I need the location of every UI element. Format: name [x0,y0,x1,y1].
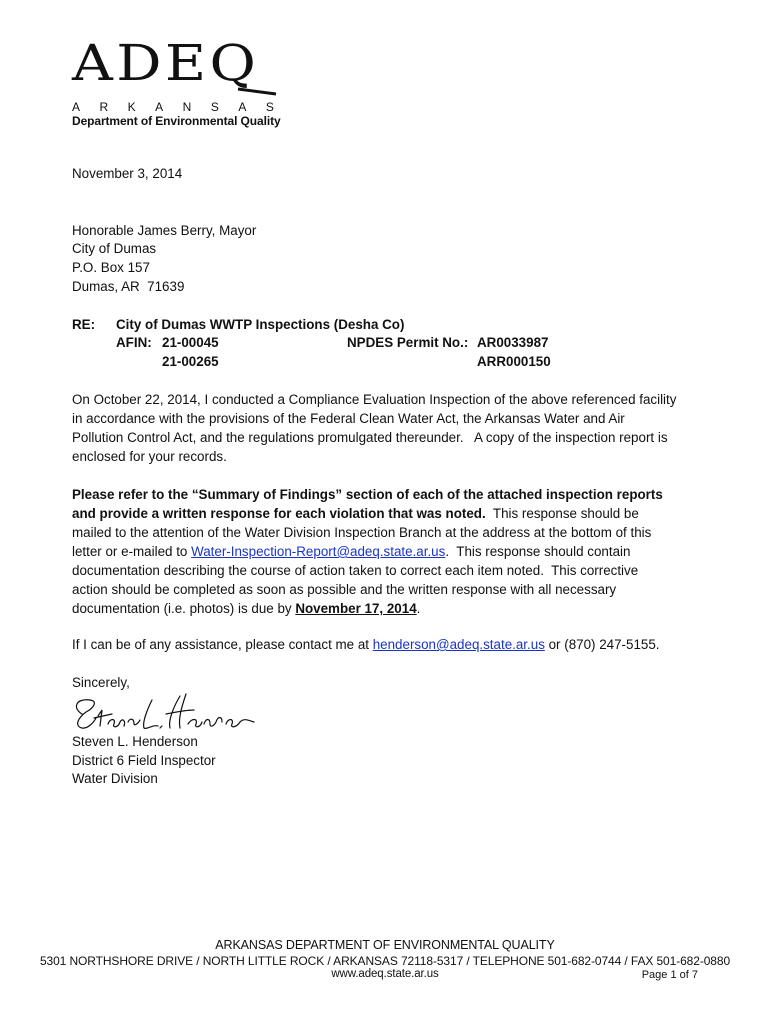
signer-name: Steven L. Henderson [72,734,198,749]
paragraph-line: On October 22, 2014, I conducted a Compliance Evaluation Inspection of the above referenced facility [72,392,677,407]
body-text: This response should be [485,506,639,521]
logo-state: ARKANSAS [72,100,294,114]
recipient-city: Dumas, AR 71639 [72,279,185,294]
footer-address: 5301 NORTHSHORE DRIVE / NORTH LITTLE ROCK / ARKANSAS 72118-5317 / TELEPHONE 501-682-0744 / FAX 501-682-0880 [39,954,731,968]
re-label: RE: [72,317,96,332]
body-text: letter or e-mailed to [72,544,192,559]
footer-agency: ARKANSAS DEPARTMENT OF ENVIRONMENTAL QUALITY [215,938,555,952]
paragraph-line: action should be completed as soon as possible and the written response with all necessary [72,582,617,597]
salutation: Sincerely, [72,675,130,690]
signer-division: Water Division [72,771,158,786]
paragraph-contact [72,635,702,654]
afin-number-2: 21-00265 [162,354,219,369]
logo-q-tail [236,86,278,96]
emphasis-text: and provide a written response for each violation that was noted. [72,506,486,521]
npdes-number-2: ARR000150 [477,354,551,369]
footer-website: www.adeq.state.ar.us [331,968,439,980]
body-text: documentation (i.e. photos) is due by [72,601,296,616]
paragraph-line [72,599,702,618]
re-subject: City of Dumas WWTP Inspections (Desha Co) [116,317,405,332]
paragraph-line [72,504,702,523]
body-text: . This response should contain [445,544,631,559]
paragraph-line: documentation describing the course of action taken to correct each item noted. This corrective [72,563,639,578]
recipient-box: P.O. Box 157 [72,260,150,275]
henderson-email-link[interactable]: henderson@adeq.state.ar.us [372,637,545,652]
paragraph-line: mailed to the attention of the Water Division Inspection Branch at the address at the bottom of this [72,525,652,540]
signer-title: District 6 Field Inspector [72,753,216,768]
signature [68,688,258,736]
afin-number-1: 21-00045 [162,335,219,350]
page-number: Page 1 of 7 [641,969,698,981]
body-text: If I can be of any assistance, please contact me at [72,637,373,652]
npdes-label: NPDES Permit No.: [347,335,469,350]
due-date: November 17, 2014 [295,601,417,616]
body-text: . [416,601,421,616]
afin-label: AFIN: [116,335,152,350]
emphasis-text: Please refer to the “Summary of Findings” section of each of the attached inspection reports [72,487,663,502]
recipient-name: Honorable James Berry, Mayor [72,223,257,238]
body-text: or (870) 247-5155. [544,637,660,652]
paragraph-line: enclosed for your records. [72,449,227,464]
paragraph-inspection [72,390,702,466]
inspection-report-email-link[interactable]: Water-Inspection-Report@adeq.state.ar.us [191,544,446,559]
paragraph-line [72,485,702,504]
recipient-org: City of Dumas [72,241,157,256]
paragraph-line [72,542,702,561]
paragraph-response [72,485,702,618]
letter-date: November 3, 2014 [72,166,183,181]
paragraph-line: Pollution Control Act, and the regulations promulgated thereunder. A copy of the inspection report is [72,430,668,445]
logo-department: Department of Environmental Quality [72,114,281,128]
npdes-number-1: AR0033987 [477,335,549,350]
adeq-logo: ADEQ [72,34,260,92]
paragraph-line: in accordance with the provisions of the Federal Clean Water Act, the Arkansas Water and Air [72,411,625,426]
